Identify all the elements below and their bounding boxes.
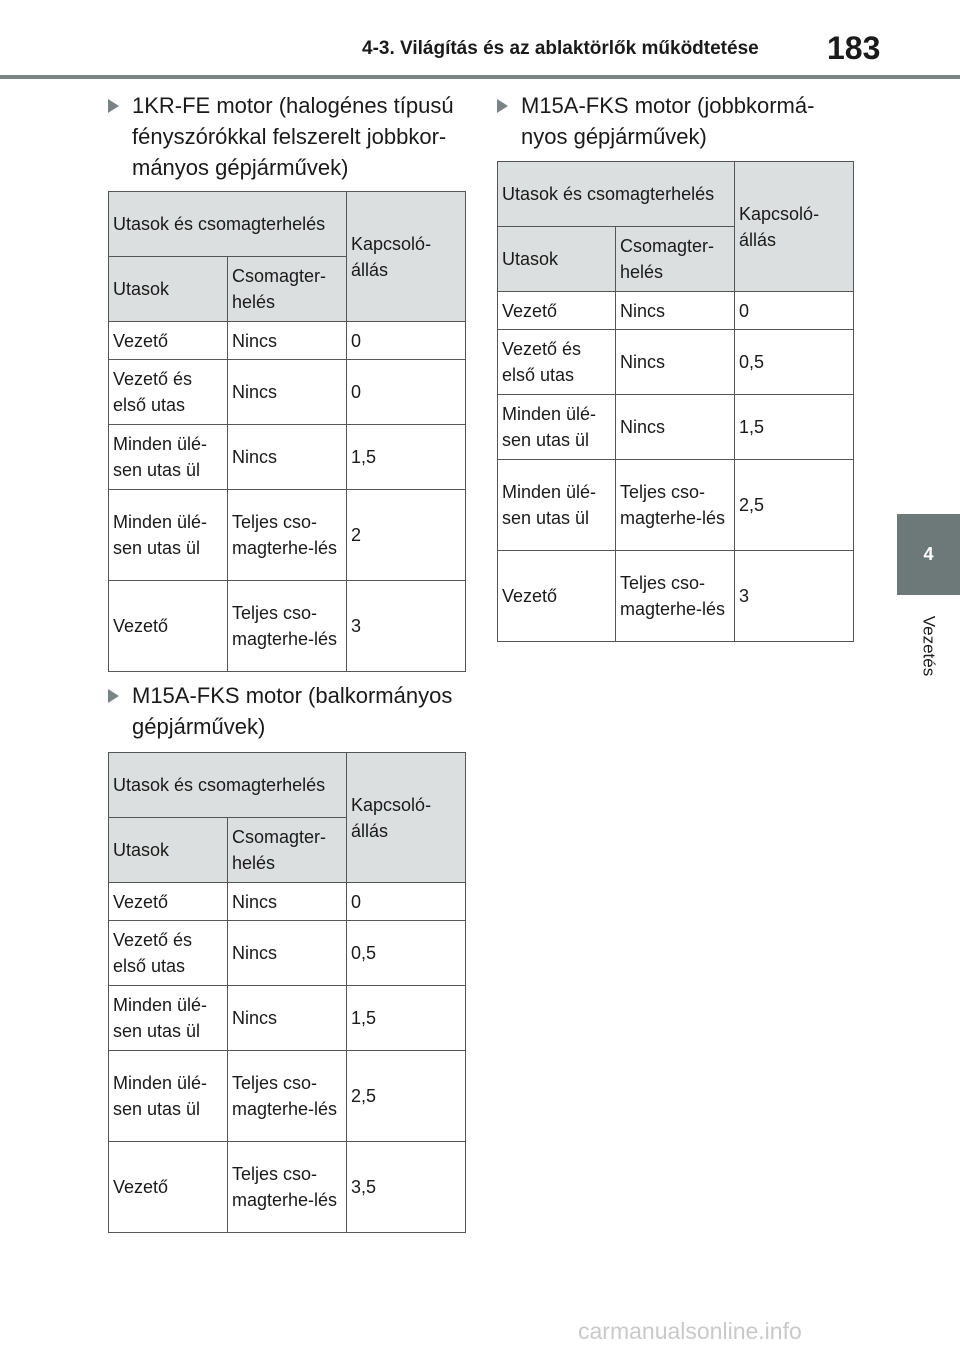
cell-cargo: Nincs	[616, 330, 735, 395]
table-subheader-cargo: Csomagter-helés	[616, 227, 735, 292]
bullet-arrow-icon	[497, 99, 508, 113]
cell-cargo: Teljes cso-magterhe-lés	[616, 551, 735, 642]
cell-cargo: Teljes cso-magterhe-lés	[228, 490, 347, 581]
table-row	[109, 322, 466, 360]
section-title: 4-3. Világítás és az ablaktörlők működtetése	[362, 38, 759, 59]
table-row	[109, 921, 466, 986]
table-header-switch: Kapcsoló-állás	[347, 753, 466, 883]
section-heading-1	[108, 90, 464, 183]
headlight-table-1	[108, 191, 466, 672]
table-subheader-passengers: Utasok	[109, 257, 228, 322]
table-header-switch: Kapcsoló-állás	[735, 162, 854, 292]
cell-switch: 0,5	[735, 330, 854, 395]
headlight-table-2	[108, 752, 466, 1233]
watermark: carmanualsonline.info	[578, 1318, 802, 1344]
cell-cargo: Teljes cso-magterhe-lés	[228, 581, 347, 672]
cell-switch: 1,5	[347, 986, 466, 1051]
cell-passengers: Vezető és első utas	[109, 921, 228, 986]
cell-passengers: Minden ülé-sen utas ül	[109, 1051, 228, 1142]
cell-passengers: Vezető és első utas	[109, 360, 228, 425]
table-row	[109, 1051, 466, 1142]
cell-cargo: Teljes cso-magterhe-lés	[616, 460, 735, 551]
table-header-switch: Kapcsoló-állás	[347, 192, 466, 322]
cell-passengers: Minden ülé-sen utas ül	[109, 490, 228, 581]
cell-switch: 1,5	[735, 395, 854, 460]
cell-switch: 0,5	[347, 921, 466, 986]
cell-passengers: Minden ülé-sen utas ül	[109, 986, 228, 1051]
cell-switch: 0	[347, 883, 466, 921]
cell-switch: 0	[347, 322, 466, 360]
section-heading-3	[497, 90, 853, 152]
cell-cargo: Nincs	[616, 292, 735, 330]
table-row	[498, 292, 854, 330]
bullet-arrow-icon	[108, 689, 119, 703]
chapter-label-text: Vezetés	[919, 615, 939, 677]
cell-cargo: Nincs	[228, 425, 347, 490]
cell-passengers: Vezető	[109, 581, 228, 672]
cell-passengers: Vezető	[109, 1142, 228, 1233]
cell-passengers: Minden ülé-sen utas ül	[498, 395, 616, 460]
cell-switch: 2,5	[347, 1051, 466, 1142]
chapter-number: 4	[923, 544, 934, 564]
table-row	[109, 425, 466, 490]
table-subheader-passengers: Utasok	[109, 818, 228, 883]
cell-cargo: Nincs	[616, 395, 735, 460]
table-header-load: Utasok és csomagterhelés	[498, 162, 735, 227]
table-subheader-cargo: Csomagter-helés	[228, 257, 347, 322]
cell-cargo: Nincs	[228, 322, 347, 360]
table-row	[109, 490, 466, 581]
cell-cargo: Nincs	[228, 986, 347, 1051]
cell-cargo: Teljes cso-magterhe-lés	[228, 1142, 347, 1233]
headlight-table-3	[497, 161, 854, 642]
cell-passengers: Vezető	[498, 551, 616, 642]
section-heading-text: M15A-FKS motor (jobbkormá-nyos gépjárművek)	[521, 93, 815, 149]
section-heading-2	[108, 680, 468, 742]
table-row	[109, 986, 466, 1051]
table-row	[109, 360, 466, 425]
cell-passengers: Vezető	[109, 322, 228, 360]
table-row	[498, 551, 854, 642]
section-heading-text: 1KR-FE motor (halogénes típusú fényszórókkal felszerelt jobbkor-mányos gépjárművek)	[132, 93, 454, 180]
table-header-load: Utasok és csomagterhelés	[109, 753, 347, 818]
cell-switch: 3	[347, 581, 466, 672]
cell-passengers: Vezető	[109, 883, 228, 921]
cell-cargo: Nincs	[228, 360, 347, 425]
table-subheader-passengers: Utasok	[498, 227, 616, 292]
cell-switch: 0	[735, 292, 854, 330]
table-row	[498, 330, 854, 395]
table-row	[498, 460, 854, 551]
chapter-label	[897, 606, 960, 686]
bullet-arrow-icon	[108, 99, 119, 113]
cell-switch: 2	[347, 490, 466, 581]
cell-passengers: Minden ülé-sen utas ül	[109, 425, 228, 490]
cell-cargo: Teljes cso-magterhe-lés	[228, 1051, 347, 1142]
table-row	[109, 883, 466, 921]
cell-switch: 2,5	[735, 460, 854, 551]
table-row	[498, 395, 854, 460]
cell-passengers: Minden ülé-sen utas ül	[498, 460, 616, 551]
table-header-load: Utasok és csomagterhelés	[109, 192, 347, 257]
table-subheader-cargo: Csomagter-helés	[228, 818, 347, 883]
cell-switch: 0	[347, 360, 466, 425]
cell-switch: 1,5	[347, 425, 466, 490]
table-row	[109, 1142, 466, 1233]
section-heading-text: M15A-FKS motor (balkormányos gépjárművek)	[132, 683, 453, 739]
cell-passengers: Vezető	[498, 292, 616, 330]
cell-switch: 3,5	[347, 1142, 466, 1233]
header-divider	[0, 75, 960, 79]
table-row	[109, 581, 466, 672]
cell-cargo: Nincs	[228, 883, 347, 921]
page-number: 183	[827, 30, 881, 66]
cell-switch: 3	[735, 551, 854, 642]
cell-passengers: Vezető és első utas	[498, 330, 616, 395]
chapter-tab[interactable]	[897, 514, 960, 595]
cell-cargo: Nincs	[228, 921, 347, 986]
